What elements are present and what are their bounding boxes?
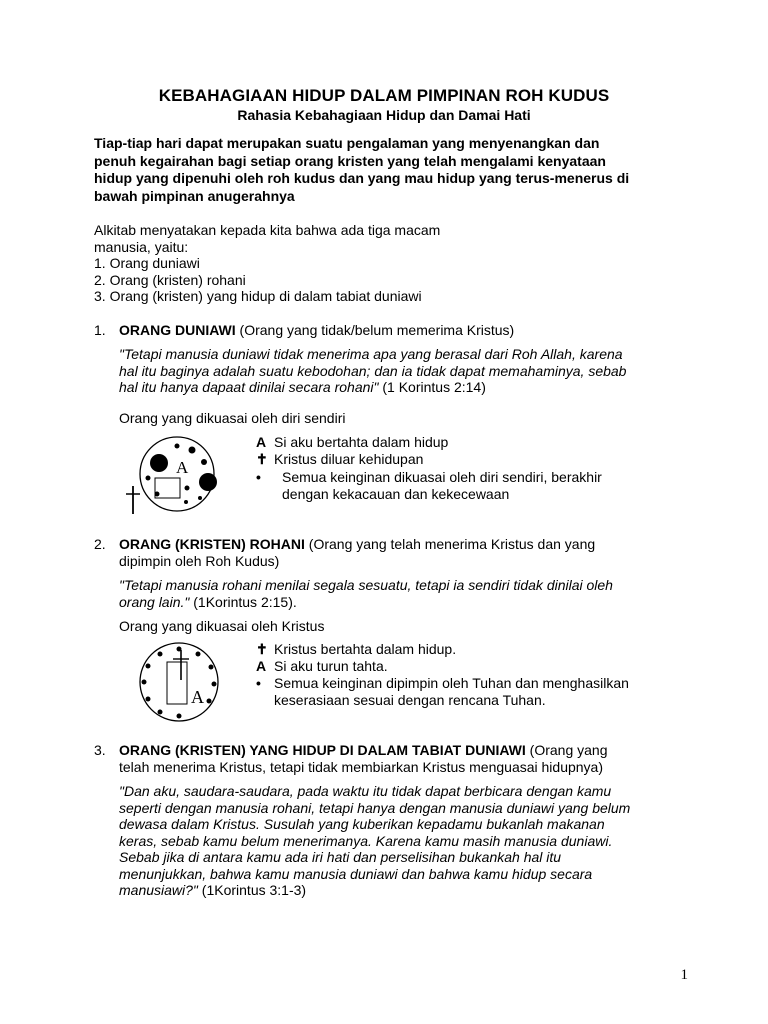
legend-text: Semua keinginan dikuasai oleh diri sendiri, berakhir [282, 469, 602, 485]
legend-symbol: • [256, 675, 261, 691]
section-number: 2. [94, 536, 106, 552]
legend-symbol: • [256, 469, 261, 485]
overview-list [94, 222, 440, 305]
overview-line: 1. Orang duniawi [94, 255, 200, 271]
section-quote [119, 577, 719, 610]
interest-dot [146, 697, 151, 702]
self-letter: A [191, 687, 204, 707]
interest-dot [199, 473, 217, 491]
overview-line: manusia, yaitu: [94, 238, 189, 255]
overview-line: 3. Orang (kristen) yang hidup di dalam tabiat duniawi [94, 288, 422, 304]
legend-symbol: ✝ [256, 641, 268, 657]
interest-dot [158, 710, 163, 715]
intro-line: Tiap-tiap hari dapat merupakan suatu pengalaman yang menyenangkan dan [94, 135, 600, 151]
quote-line: orang lain." [119, 593, 190, 610]
legend-text: dengan kekacauan dan kekecewaan [282, 486, 510, 502]
interest-dot [185, 486, 190, 491]
quote-line: "Tetapi manusia rohani menilai segala sesuatu, tetapi ia sendiri tidak dinilai oleh [119, 577, 613, 593]
interest-dot [155, 492, 160, 497]
diagram-legend [256, 434, 602, 503]
section-heading-title: ORANG (KRISTEN) ROHANI [119, 536, 305, 552]
legend-text: Kristus bertahta dalam hidup. [274, 641, 457, 657]
self-letter: A [176, 458, 189, 477]
life-circle [140, 643, 218, 721]
interest-dot [177, 714, 182, 719]
quote-line: hal itu hanya dapaat dinilai secara rohani" [119, 379, 379, 395]
throne-icon [167, 662, 187, 704]
section-heading-continued: dipimpin oleh Roh Kudus) [119, 552, 280, 569]
legend-symbol: A [256, 434, 267, 450]
section-quote [119, 346, 719, 396]
ruled-by-label: Orang yang dikuasai oleh Kristus [119, 618, 325, 634]
intro-paragraph [94, 135, 694, 205]
interest-dot [207, 699, 212, 704]
interest-dot [196, 652, 201, 657]
quote-reference: (1Korintus 2:15). [189, 593, 297, 610]
interest-dot [198, 496, 202, 500]
self-ruled-life-diagram [120, 432, 230, 520]
section-heading-note: (Orang yang [525, 742, 608, 758]
cross-icon [126, 486, 140, 514]
section-heading [119, 742, 749, 775]
legend-text: keserasiaan sesuai dengan rencana Tuhan. [274, 692, 546, 708]
christ-ruled-life-diagram [132, 640, 227, 728]
quote-line: hal itu baginya adalah suatu kebodohan; dan ia tidak dapat memahaminya, sebab [119, 362, 627, 379]
legend-symbol: ✝ [256, 451, 268, 467]
overview-line: 2. Orang (kristen) rohani [94, 271, 246, 288]
section-heading [119, 536, 739, 569]
legend-text: Semua keinginan dipimpin oleh Tuhan dan menghasilkan [274, 675, 629, 691]
quote-reference: (1Korintus 3:1-3) [197, 882, 307, 898]
interest-dot [189, 447, 196, 454]
legend-text: Si aku bertahta dalam hidup [274, 434, 449, 450]
section-heading-note: (Orang yang telah menerima Kristus dan yang [304, 536, 596, 552]
intro-line: hidup yang dipenuhi oleh roh kudus dan yang mau hidup yang terus-menerus di [94, 170, 630, 186]
interest-dot [184, 500, 188, 504]
section-number: 3. [94, 742, 106, 758]
interest-dot [177, 647, 182, 652]
quote-line: keras, sebab kamu belum menerimanya. Karena kamu masih manusia duniawi. [119, 832, 613, 849]
quote-line: dewasa dalam Kristus. Susulah yang kuberikan kepadamu bukanlah makanan [119, 816, 605, 832]
quote-line: menunjukkan, bahwa kamu manusia duniawi dan bahwa kamu hidup secara [119, 865, 593, 882]
diagram-legend [256, 641, 629, 709]
legend-text: Kristus diluar kehidupan [274, 451, 424, 467]
page-title: KEBAHAGIAAN HIDUP DALAM PIMPINAN ROH KUDUS [158, 86, 610, 105]
section-heading-continued: telah menerima Kristus, tetapi tidak membiarkan Kristus menguasai hidupnya) [119, 758, 604, 775]
interest-dot [212, 682, 217, 687]
section-quote [119, 783, 739, 899]
section-number: 1. [94, 322, 106, 338]
interest-dot [142, 680, 147, 685]
intro-line: bawah pimpinan anugerahnya [94, 187, 295, 204]
interest-dot [150, 454, 168, 472]
legend-symbol: A [256, 658, 267, 674]
overview-line: Alkitab menyatakan kepada kita bahwa ada tiga macam [94, 222, 441, 238]
quote-line: "Tetapi manusia duniawi tidak menerima apa yang berasal dari Roh Allah, karena [119, 346, 623, 362]
quote-reference: (1 Korintus 2:14) [378, 379, 486, 395]
interest-dot [201, 459, 207, 465]
quote-line: manusiawi?" [119, 882, 198, 898]
section-heading [119, 322, 719, 339]
section-heading-title: ORANG (KRISTEN) YANG HIDUP DI DALAM TABIAT DUNIAWI [119, 742, 526, 758]
interest-dot [146, 664, 151, 669]
interest-dot [158, 652, 163, 657]
quote-line: "Dan aku, saudara-saudara, pada waktu itu tidak dapat berbicara dengan kamu [119, 783, 612, 799]
legend-text: Si aku turun tahta. [274, 658, 388, 674]
ruled-by-label: Orang yang dikuasai oleh diri sendiri [119, 410, 346, 426]
quote-line: seperti dengan manusia rohani, tetapi hanya dengan manusia duniawi yang belum [119, 799, 631, 816]
interest-dot [146, 476, 151, 481]
intro-line: penuh kegairahan bagi setiap orang kristen yang telah mengalami kenyataan [94, 152, 606, 169]
quote-line: Sebab jika di antara kamu ada iri hati dan perselisihan bukankah hal itu [119, 849, 562, 865]
section-heading-note: (Orang yang tidak/belum memerima Kristus) [235, 322, 515, 338]
interest-dot [209, 665, 214, 670]
section-heading-title: ORANG DUNIAWI [119, 322, 236, 338]
page-number: 1 [680, 967, 688, 983]
interest-dot [175, 444, 180, 449]
page-subtitle: Rahasia Kebahagiaan Hidup dan Damai Hati [237, 107, 531, 123]
